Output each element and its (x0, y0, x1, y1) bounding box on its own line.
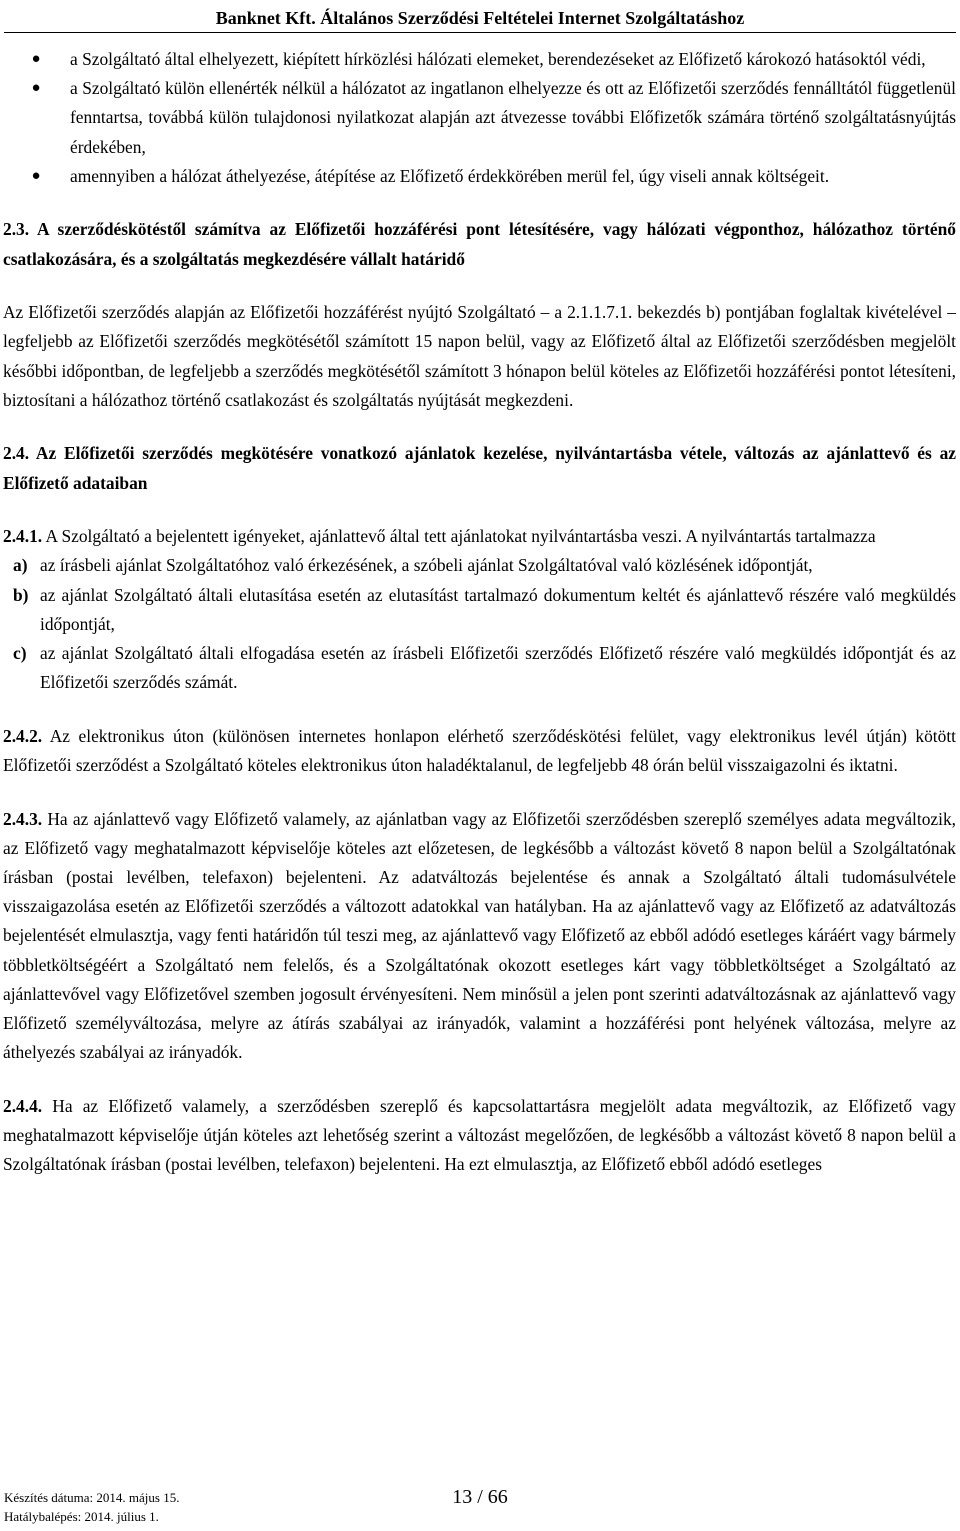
paragraph-text: A Szolgáltató a bejelentett igényeket, ajánlattevő által tett ajánlatokat nyilvántartásba veszi. A nyilvántartás tartalmazza (42, 526, 876, 547)
bullet-icon: ● (31, 80, 41, 97)
bullet-list (3, 45, 956, 191)
section-2-3-body: Az Előfizetői szerződés alapján az Előfizetői hozzáférést nyújtó Szolgáltató – a 2.1.1.7.1. bekezdés b) pontjában foglaltak kivételével – legfeljebb az Előfizetői szerződés megkötésétől számított 15 napon belül, vagy az Előfizető által az Előfizetői szerződésben megjelölt későbbi időpontban, de legfeljebb a szerződés megkötésétől számított 3 hónapon belül köteles az Előfizetői hozzáférési pontot létesíteni, biztosítani a hálózathoz történő csatlakozást és szolgáltatás nyújtását megkezdeni. (3, 302, 956, 410)
creation-date: Készítés dátuma: 2014. május 15. (4, 1490, 180, 1505)
section-number: 2.4.4. (3, 1095, 43, 1116)
section-2-3-heading: 2.3. A szerződéskötéstől számítva az Előfizetői hozzáférési pont létesítésére, vagy hálózati végponthoz, hálózathoz történő csatlakozására, és a szolgáltatás megkezdésére vállalt határidő (3, 219, 956, 269)
list-item (3, 581, 956, 639)
effective-date: Hatálybalépés: 2014. július 1. (4, 1509, 159, 1524)
section-2-4-heading: 2.4. Az Előfizetői szerződés megkötésére vonatkozó ajánlatok kezelése, nyilvántartásba vétele, változás az ajánlattevő és az Előfizető adataiban (3, 443, 956, 493)
bullet-icon: ● (31, 51, 41, 67)
page-header: Banknet Kft. Általános Szerződési Feltételei Internet Szolgáltatáshoz (215, 8, 745, 28)
section-number: 2.4.2. (3, 725, 43, 746)
section-number: 2.4.3. (3, 808, 43, 829)
list-item: ● amennyiben a hálózat áthelyezése, átépítése az Előfizető érdekkörében merül fel, úgy viseli annak költségeit. (3, 162, 956, 191)
list-item (3, 639, 956, 697)
paragraph-text: Az elektronikus úton (különösen internetes honlapon elérhető szerződéskötési felület, vagy elektronikus levél útján) kötött Előfizetői szerződést a Szolgáltató köteles elektronikus úton haladéktalanul, de legfeljebb 48 órán belül visszaigazolni és iktatni. (3, 725, 956, 776)
paragraph-text: Ha az Előfizető valamely, a szerződésben szereplő és kapcsolattartásra megjelölt adata megváltozik, az Előfizető vagy meghatalmazott képviselője útján köteles azt lehetőség szerint a változást megelőzően, de legkésőbb a változást követő 8 napon belül a Szolgáltatónak írásban (postai levélben, telefaxon) bejelenteni. Ha ezt elmulasztja, az Előfizető ebből adódó esetleges (3, 1095, 956, 1175)
bullet-icon: ● (31, 167, 41, 184)
header-divider (4, 32, 956, 33)
section-number: 2.4.1. (3, 526, 43, 547)
item-text: az ajánlat Szolgáltató általi elfogadása esetén az írásbeli Előfizetői szerződés Előfizető részére való megküldés időpontját és az Előfizetői szerződés számát. (40, 643, 956, 693)
section-2-4-3 (3, 805, 956, 1068)
page-number: 13 / 66 (452, 1486, 508, 1508)
list-item (3, 551, 956, 580)
list-item: ● a Szolgáltató külön ellenérték nélkül a hálózatot az ingatlanon elhelyezze és ott az Előfizetői szerződés fennálltától függetlenül fenntartsa, továbbá külön tulajdonosi nyilatkozat alapján azt átvezesse további Előfizetők számára történő szolgáltatásnyújtás érdekében, (3, 74, 956, 162)
section-2-4-1 (3, 522, 956, 551)
item-label: b) (13, 584, 29, 605)
paragraph-text: Ha az ajánlattevő vagy Előfizető valamely, az ajánlatban vagy az Előfizetői szerződésben szereplő személyes adata megváltozik, az Előfizető vagy meghatalmazott képviselője köteles azt előzetesen, de legkésőbb a változást követő 8 napon belül a Szolgáltatónak írásban (postai levélben, telefaxon) bejelenteni. Az adatváltozás bejelentése és annak a Szolgáltató általi tudomásulvétele visszaigazolása esetén az Előfizetői szerződés a változott adatokkal van hatályban. Ha az ajánlattevő vagy az Előfizető az adatváltozás bejelentését elmulasztja, vagy fenti határidőn túl teszi meg, az ajánlattevő vagy Előfizető az ebből adódó esetleges káráért vagy bármely többletköltségéért a Szolgáltató nem felelős, és a Szolgáltatónak okozott esetleges kárt vagy többletköltséget a Szolgáltató az ajánlattevővel vagy Előfizetővel szemben jogosult érvényesíteni. Nem minősül a jelen pont szerinti adatváltozásnak az ajánlattevő vagy Előfizető személyváltozása, melyre az átírás szabályai az irányadók, valamint a hozzáférési pont helyének változása, melyre az áthelyezés szabályai az irányadók. (3, 808, 956, 1063)
item-text: az írásbeli ajánlat Szolgáltatóhoz való érkezésének, a szóbeli ajánlat Szolgáltatóval való közlésének időpontját, (40, 555, 813, 576)
document-body (3, 45, 956, 1179)
item-label: c) (13, 643, 27, 664)
item-label: a) (13, 555, 28, 576)
list-item: ● a Szolgáltató által elhelyezett, kiépített hírközlési hálózati elemeket, berendezéseket az Előfizető károkozó hatásoktól védi, (3, 45, 956, 74)
item-text: az ajánlat Szolgáltató általi elutasítása esetén az elutasítást tartalmazó dokumentum keltét és ajánlattevő részére való megküldés időpontját, (40, 584, 956, 634)
section-2-4-4 (3, 1092, 956, 1180)
section-2-4-2 (3, 722, 956, 780)
